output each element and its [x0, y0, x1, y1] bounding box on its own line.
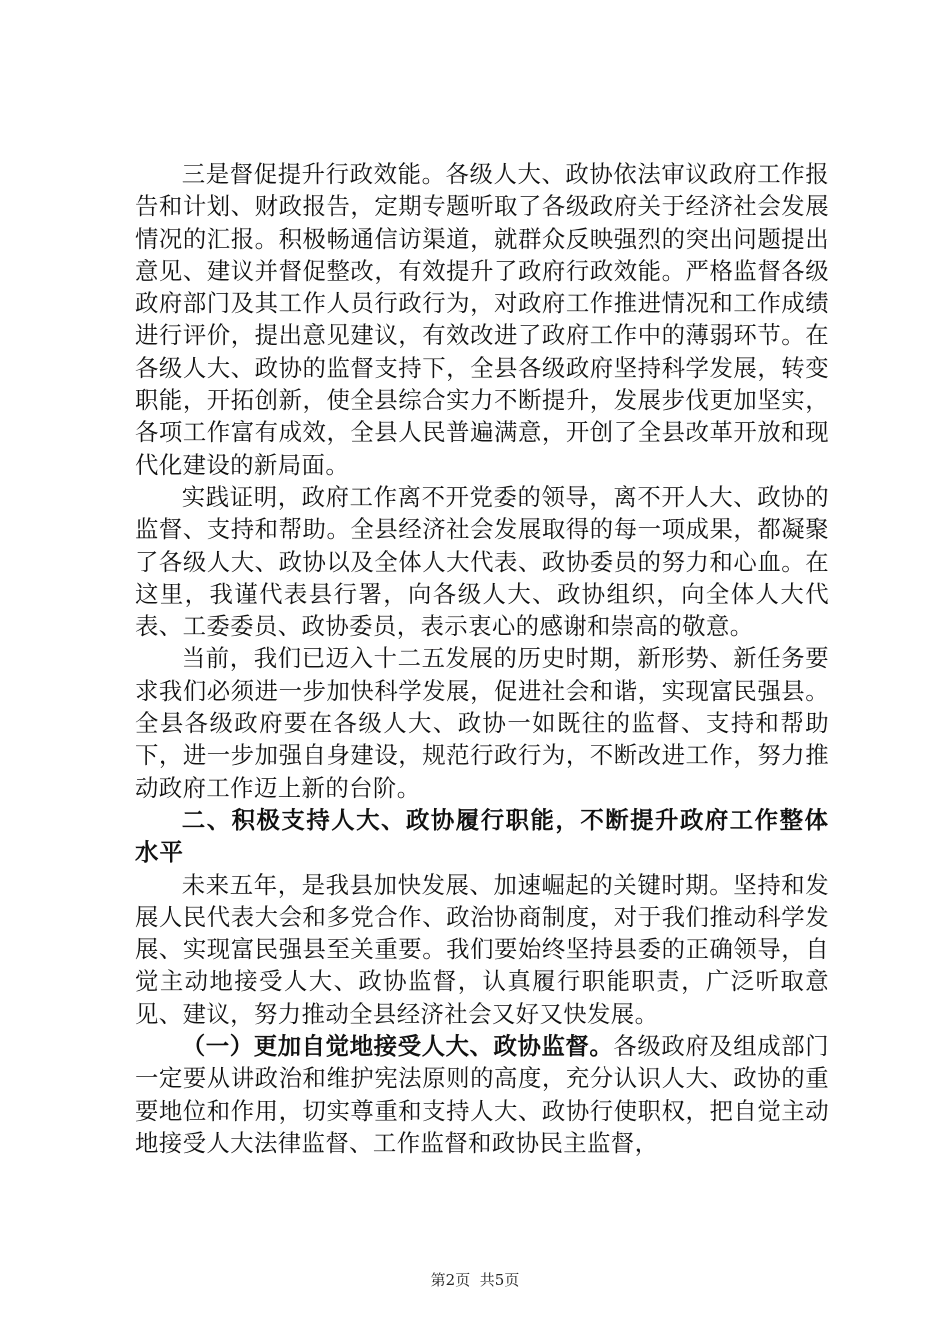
paragraph-practice-proves: 实践证明，政府工作离不开党委的领导，离不开人大、政协的监督、支持和帮助。全县经济社会发展取得的每一项成果，都凝聚了各级人大、政协以及全体人大代表、政协委员的努力和心血。在这里，我谨代表县行署，向各级人大、政协组织，向全体人大代表、工委委员、政协委员，表示衷心的感谢和崇高的敬意。 — [135, 482, 829, 641]
page-footer — [0, 1270, 950, 1290]
section-heading: 二、积极支持人大、政协履行职能，不断提升政府工作整体水平 — [135, 805, 829, 867]
paragraph-next-five-years: 未来五年，是我县加快发展、加速崛起的关键时期。坚持和发展人民代表大会和多党合作、政治协商制度，对于我们推动科学发展、实现富民强县至关重要。我们要始终坚持县委的正确领导，自觉主动地接受人大、政协监督，认真履行职能职责，广泛听取意见、建议，努力推动全县经济社会又好又快发展。 — [135, 870, 829, 1028]
paragraph-current-period: 当前，我们已迈入十二五发展的历史时期，新形势、新任务要求我们必须进一步加快科学发展，促进社会和谐，实现富民强县。全县各级政府要在各级人大、政协一如既往的监督、支持和帮助下，进一步加强自身建设，规范行政行为，不断改进工作，努力推动政府工作迈上新的台阶。 — [135, 644, 829, 802]
footer-prefix: 第 — [430, 1271, 446, 1289]
footer-suffix: 页 — [504, 1271, 520, 1289]
paragraph-efficiency: 三是督促提升行政效能。各级人大、政协依法审议政府工作报告和计划、财政报告，定期专题听取了各级政府关于经济社会发展情况的汇报。积极畅通信访渠道，就群众反映强烈的突出问题提出意见、建议并督促整改，有效提升了政府行政效能。严格监督各级政府部门及其工作人员行政行为，对政府工作推进情况和工作成绩进行评价，提出意见建议，有效改进了政府工作中的薄弱环节。在各级人大、政协的监督支持下，全县各级政府坚持科学发展，转变职能，开拓创新，使全县综合实力不断提升，发展步伐更加坚实，各项工作富有成效，全县人民普遍满意，开创了全县改革开放和现代化建设的新局面。 — [135, 160, 829, 479]
subsection-heading: （一）更加自觉地接受人大、政协监督。 — [181, 1032, 614, 1061]
paragraph-supervision — [135, 1030, 829, 1159]
total-pages: 5 — [494, 1271, 505, 1289]
footer-mid: 页 共 — [455, 1271, 495, 1289]
document-body — [135, 158, 829, 1159]
current-page-number: 2 — [445, 1271, 456, 1289]
subsection-text: 各级政府及组成部门一定要从讲政治和维护宪法原则的高度，充分认识人大、政协的重要地位和作用，切实尊重和支持人大、政协行使职权，把自觉主动地接受人大法律监督、工作监督和政协民主监督， — [135, 1032, 829, 1157]
